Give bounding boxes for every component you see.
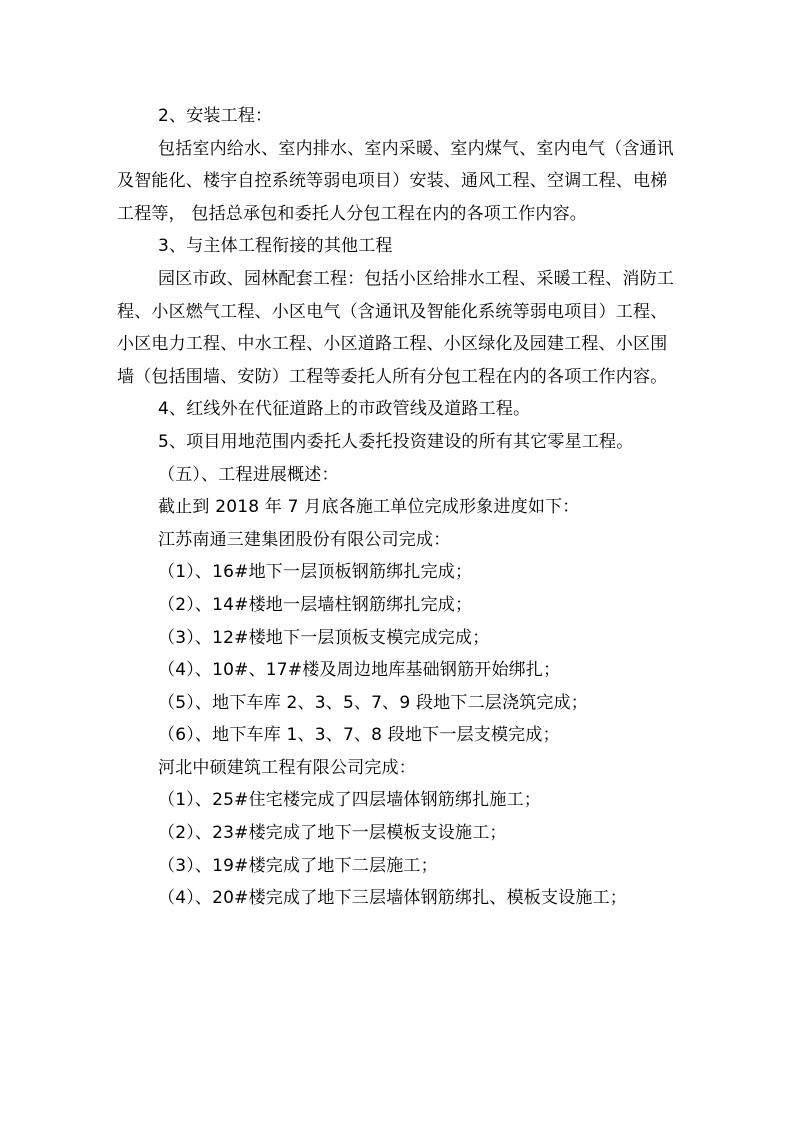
progress-item: （6）、地下车库 1、3、7、8 段地下一层支模完成；: [158, 725, 560, 746]
section-heading-installation: 2、安装工程：: [158, 106, 273, 126]
progress-item: （1）、16#地下一层顶板钢筋绑扎完成；: [158, 562, 473, 583]
item-red-line-works: 4、红线外在代征道路上的市政管线及道路工程。: [158, 399, 531, 420]
progress-item: （3）、19#楼完成了地下二层施工；: [158, 855, 438, 876]
progress-item: （2）、14#楼地一层墙柱钢筋绑扎完成；: [158, 594, 473, 615]
document-body: [117, 100, 677, 915]
progress-item: （4）、20#楼完成了地下三层墙体钢筋绑扎、模板支设施工；: [158, 888, 627, 909]
item-miscellaneous-works: 5、项目用地范围内委托人委托投资建设的所有其它零星工程。: [158, 431, 634, 452]
contractor-heading-hebei: 河北中硕建筑工程有限公司完成：: [158, 757, 416, 778]
progress-item: （1）、25#住宅楼完成了四层墙体钢筋绑扎施工；: [158, 790, 541, 811]
progress-item: （2）、23#楼完成了地下一层模板支设施工；: [158, 823, 507, 844]
section-heading-progress: （五）、工程进展概述：: [158, 464, 339, 485]
paragraph-installation-scope: 包括室内给水、室内排水、室内采暖、室内煤气、室内电气（含通讯及智能化、楼宇自控系统等弱电项目）安装、通风工程、空调工程、电梯工程等， 包括总承包和委托人分包工程在内的各项工作内容。: [117, 138, 674, 224]
progress-item: （5）、地下车库 2、3、5、7、9 段地下二层浇筑完成；: [158, 692, 589, 713]
section-heading-related-works: 3、与主体工程衔接的其他工程: [158, 236, 393, 257]
paragraph-progress-intro: 截止到 2018 年 7 月底各施工单位完成形象进度如下：: [158, 497, 580, 518]
progress-item: （4）、10#、17#楼及周边地库基础钢筋开始绑扎；: [158, 660, 561, 681]
contractor-heading-jiangsu: 江苏南通三建集团股份有限公司完成：: [158, 529, 451, 550]
paragraph-park-municipal-works: 园区市政、园林配套工程：包括小区给排水工程、采暖工程、消防工程、小区燃气工程、小区电气（含通讯及智能化系统等弱电项目）工程、小区电力工程、中水工程、小区道路工程、小区绿化及园建工程、小区围墙（包括围墙、安防）工程等委托人所有分包工程在内的各项工作内容。: [117, 268, 674, 387]
progress-item: （3）、12#楼地下一层顶板支模完成完成；: [158, 627, 490, 648]
